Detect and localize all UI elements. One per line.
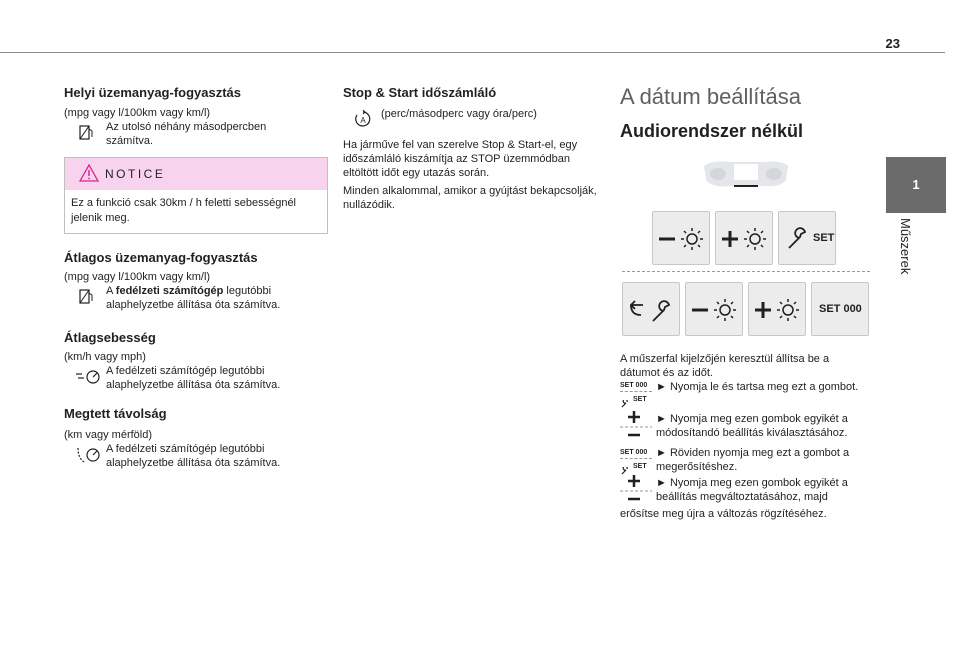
page-number: 23 bbox=[885, 36, 900, 51]
plus-minus-mini-icon bbox=[620, 411, 652, 446]
description-text: A fedélzeti számítógép legutóbbi alaphelyzetbe állítása óta számítva. bbox=[106, 365, 281, 391]
set-000-button[interactable] bbox=[811, 282, 869, 336]
svg-text:A: A bbox=[360, 116, 366, 125]
units-text: (perc/másodperc vagy óra/perc) bbox=[381, 108, 537, 120]
speed-icon bbox=[76, 368, 102, 389]
page-heading: A dátum beállítása bbox=[620, 84, 802, 109]
section-title-average-speed: Átlagsebesség bbox=[64, 330, 156, 345]
paragraph: Minden alkalommal, amikor a gyújtást bekapcsolják, nullázódik. bbox=[343, 185, 597, 211]
step-text: ► Röviden nyomja meg ezt a gombot a megerősítéshez. bbox=[656, 447, 850, 473]
section-title-average-consumption: Átlagos üzemanyag-fogyasztás bbox=[64, 250, 258, 265]
fuel-pump-icon bbox=[79, 289, 93, 310]
plus-brightness-button-2[interactable] bbox=[748, 282, 806, 336]
fuel-pump-icon bbox=[79, 125, 93, 146]
stop-start-icon bbox=[354, 110, 372, 133]
section-title-local-consumption: Helyi üzemanyag-fogyasztás bbox=[64, 85, 242, 100]
step-text: ► Nyomja meg ezen gombok egyikét a beállítás megváltoztatásához, majd bbox=[656, 477, 848, 503]
notice-header bbox=[65, 158, 327, 190]
minus-brightness-button[interactable] bbox=[652, 211, 710, 265]
set-mini-label: SET bbox=[633, 396, 647, 403]
units-text: (mpg vagy l/100km vagy km/l) bbox=[64, 107, 211, 119]
section-title-stop-start: Stop & Start időszámláló bbox=[343, 85, 497, 100]
section-title-distance: Megtett távolság bbox=[64, 406, 167, 421]
plus-minus-mini-icon bbox=[620, 475, 652, 510]
units-text: (km/h vagy mph) bbox=[64, 351, 146, 363]
minus-brightness-button-2[interactable] bbox=[685, 282, 743, 336]
units-text: (km vagy mérföld) bbox=[64, 429, 153, 441]
separator-dashes bbox=[622, 271, 870, 272]
set-wrench-button[interactable] bbox=[778, 211, 836, 265]
warning-icon bbox=[79, 164, 99, 187]
chapter-label: Műszerek bbox=[898, 218, 913, 275]
notice-text: Ez a funkció csak 30km / h feletti sebességnél jelenik meg. bbox=[71, 197, 297, 224]
paragraph: Ha járműve fel van szerelve Stop & Start-el, egy időszámláló kiszámítja az STOP üzemmódban eltöltött időt egy utazás során. bbox=[343, 139, 578, 179]
back-wrench-button[interactable] bbox=[622, 282, 680, 336]
notice-label: NOTICE bbox=[105, 167, 166, 181]
distance-icon bbox=[76, 446, 102, 469]
description-text: A fedélzeti számítógép legutóbbi alaphelyzetbe állítása óta számítva. bbox=[106, 443, 281, 469]
description-text: Az utolsó néhány másodpercben számítva. bbox=[106, 121, 267, 147]
set-000-mini-icon: SET 000 bbox=[620, 449, 648, 456]
instrument-cluster-icon bbox=[700, 156, 792, 197]
set-000-mini-icon: SET 000 bbox=[620, 382, 648, 389]
plus-brightness-button[interactable] bbox=[715, 211, 773, 265]
mini-separator bbox=[620, 458, 652, 459]
header-rule bbox=[0, 52, 945, 53]
units-text: (mpg vagy l/100km vagy km/l) bbox=[64, 271, 211, 283]
final-text: erősítse meg újra a változás rögzítéséhez. bbox=[620, 508, 827, 520]
chapter-tab[interactable]: 1 bbox=[886, 157, 946, 213]
intro-text: A műszerfal kijelzőjén keresztül állítsa be a dátumot és az időt. bbox=[620, 353, 830, 379]
mini-separator bbox=[620, 391, 652, 392]
step-text: ► Nyomja le és tartsa meg ezt a gombot. bbox=[656, 381, 859, 393]
set-label: SET bbox=[813, 232, 835, 244]
set-000-label: SET 000 bbox=[819, 303, 862, 315]
description-text: A fedélzeti számítógép legutóbbi alaphelyzetbe állítása óta számítva. bbox=[106, 285, 281, 311]
step-text: ► Nyomja meg ezen gombok egyikét a módosítandó beállítás kiválasztásához. bbox=[656, 413, 848, 439]
notice-box bbox=[64, 157, 328, 234]
subheading: Audiorendszer nélkül bbox=[620, 121, 804, 141]
set-mini-label: SET bbox=[633, 463, 647, 470]
